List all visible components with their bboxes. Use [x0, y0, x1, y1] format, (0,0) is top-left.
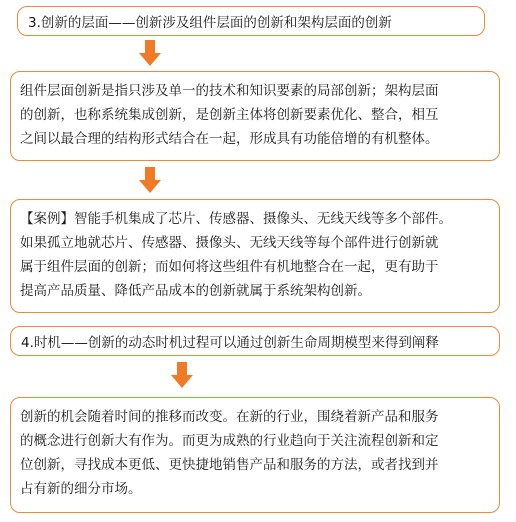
header-text-timing: 4.时机——创新的动态时机过程可以通过创新生命周期模型来得到阐释 [21, 335, 439, 351]
box2-line-2: 如果孤立地就芯片、传感器、摄像头、无线天线等每个部件进行创新就 [20, 235, 439, 251]
down-arrow-icon [171, 362, 193, 388]
header-box-creation-levels [17, 6, 485, 36]
box2-line-3: 属于组件层面的创新；而如何将这些组件有机地整合在一起，更有助于 [20, 259, 439, 275]
down-arrow-icon [139, 167, 161, 193]
box1-line-2: 的创新，也称系统集成创新，是创新主体将创新要素优化、整合，相互 [20, 107, 439, 123]
box-component-architecture-definition [10, 71, 500, 161]
box3-line-3: 位创新，寻找成本更低、更快捷地销售产品和服务的方法，或者找到并 [20, 457, 439, 473]
box3-line-2: 的概念进行创新大有作为。而更为成熟的行业趋向于关注流程创新和定 [20, 433, 439, 449]
box3-line-1: 创新的机会随着时间的推移而改变。在新的行业，围绕着新产品和服务 [20, 409, 439, 425]
header-box-timing [10, 326, 500, 356]
box2-line-4: 提高产品质量、降低产品成本的创新就属于系统架构创新。 [20, 283, 371, 299]
box2-line-1: 【案例】智能手机集成了芯片、传感器、摄像头、无线天线等多个部件。 [20, 211, 452, 227]
box-smartphone-case [10, 199, 500, 313]
down-arrow-icon [139, 40, 161, 66]
box-innovation-opportunity [10, 397, 500, 513]
box3-line-4: 占有新的细分市场。 [20, 481, 142, 497]
box1-line-1: 组件层面创新是指只涉及单一的技术和知识要素的局部创新；架构层面 [20, 83, 439, 99]
box1-line-3: 之间以最合理的结构形式结合在一起，形成具有功能倍增的有机整体。 [20, 131, 439, 147]
header-text-creation-levels: 3.创新的层面——创新涉及组件层面的创新和架构层面的创新 [28, 15, 392, 31]
